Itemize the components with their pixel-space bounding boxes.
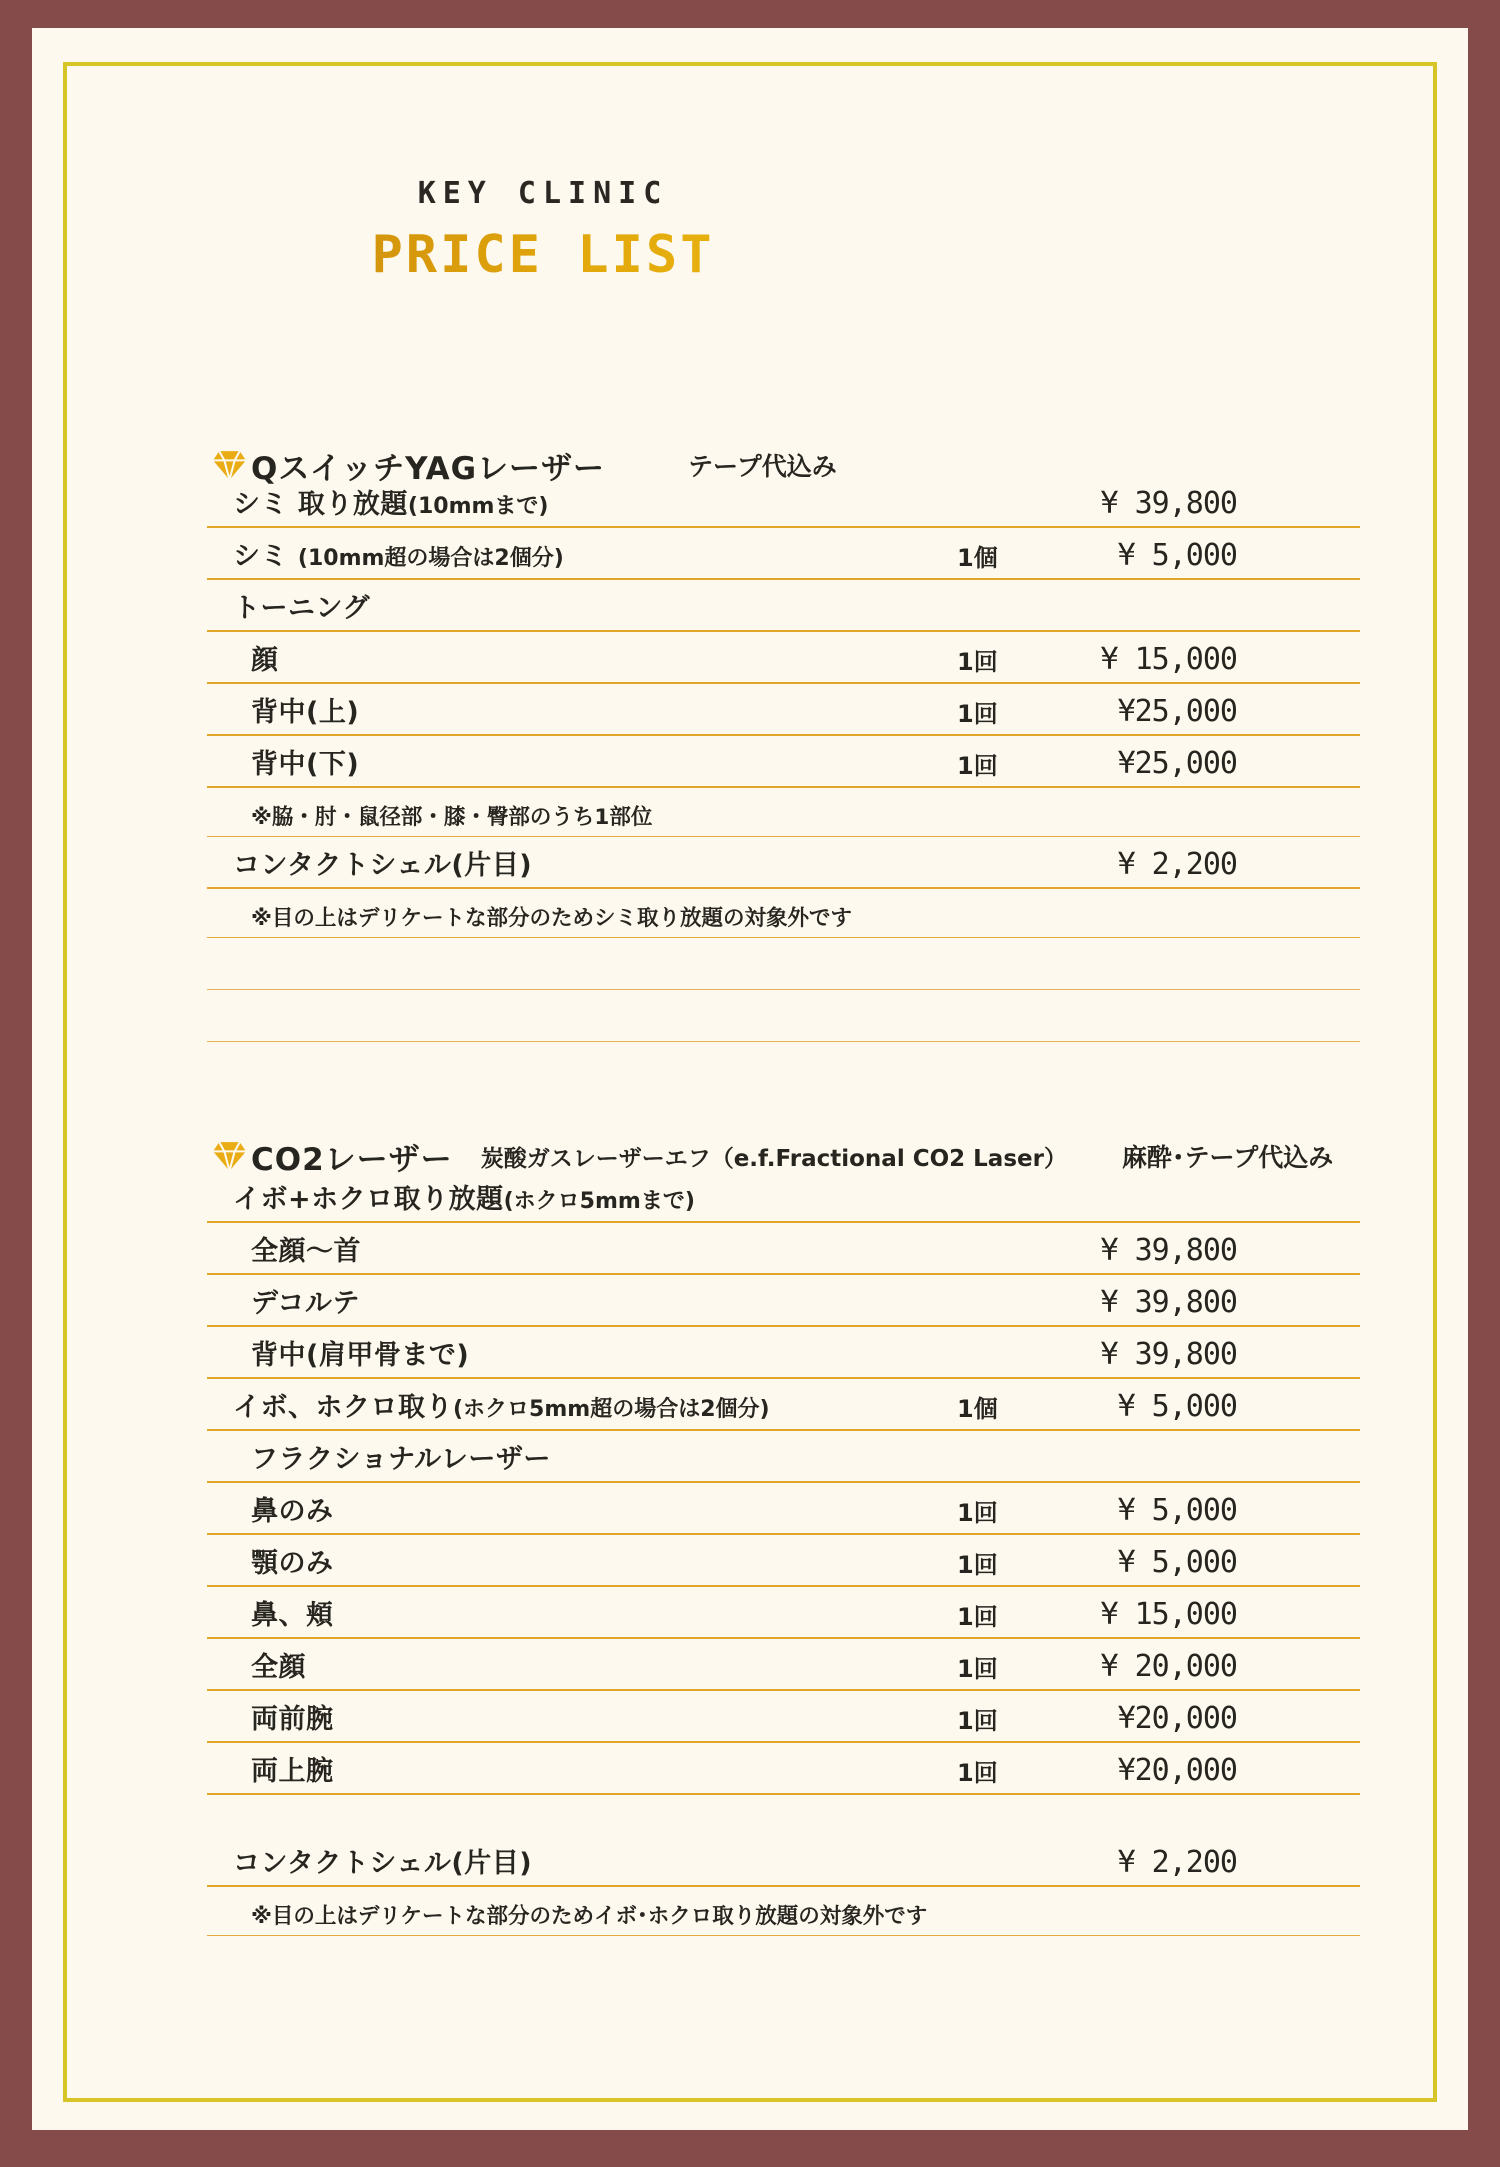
row-qty: 1回 (957, 1759, 998, 1787)
row-label-detail: (10mm超の場合は2個分) (297, 546, 564, 571)
row-qty: 1回 (957, 1499, 998, 1527)
diamond-icon (211, 1140, 248, 1173)
row-price: ¥ 5,000 (1117, 1545, 1237, 1580)
price-row (207, 1275, 1360, 1327)
section-subtitle: 炭酸ガスレーザーエフ（e.f.Fractional CO2 Laser） (480, 1145, 1067, 1172)
section-co2-laser (207, 1135, 1360, 1936)
row-qty: 1個 (957, 544, 998, 572)
title-block (207, 28, 879, 284)
row-label: トーニング (233, 593, 370, 624)
note-row (207, 889, 1360, 938)
price-row (207, 1431, 1360, 1483)
row-label-detail: (ホクロ5mmまで) (503, 1189, 695, 1214)
section-fee-note: 麻酔･テープ代込み (1121, 1143, 1334, 1172)
row-label: ※脇・肘・鼠径部・膝・臀部のうち1部位 (251, 805, 653, 830)
row-qty: 1回 (957, 700, 998, 728)
row-label: 顔 (251, 645, 279, 676)
price-row (207, 1223, 1360, 1275)
price-row (207, 1587, 1360, 1639)
row-qty: 1回 (957, 1603, 998, 1631)
row-price: ¥ 15,000 (1100, 1597, 1237, 1632)
section-header (207, 1135, 1360, 1177)
price-row (207, 1483, 1360, 1535)
row-label: フラクショナルレーザー (251, 1444, 551, 1475)
price-row (207, 1177, 1360, 1223)
row-label: 鼻、頬 (251, 1600, 334, 1631)
row-price: ¥ 39,800 (1100, 1285, 1237, 1320)
row-price: ¥ 15,000 (1100, 642, 1237, 677)
section-yag-laser (207, 444, 1360, 1042)
section-header (207, 444, 1360, 486)
price-row (207, 1535, 1360, 1587)
section-title: CO2レーザー (251, 1141, 453, 1178)
row-price: ¥20,000 (1117, 1753, 1237, 1788)
row-qty: 1回 (957, 1655, 998, 1683)
row-label: シミ 取り放題(10mmまで) (233, 489, 549, 520)
row-price: ¥20,000 (1117, 1701, 1237, 1736)
row-price: ¥ 5,000 (1117, 1389, 1237, 1424)
row-label-detail: (ホクロ5mm超の場合は2個分) (453, 1397, 770, 1422)
row-label: 全顔～首 (251, 1236, 361, 1267)
row-price: ¥ 39,800 (1100, 1337, 1237, 1372)
row-label: 背中(肩甲骨まで) (251, 1340, 470, 1371)
section-fee-note: テープ代込み (688, 452, 837, 481)
row-label: 全顔 (251, 1652, 306, 1683)
note-row (207, 788, 1360, 837)
row-label: ※目の上はデリケートな部分のためイボ･ホクロ取り放題の対象外です (251, 1904, 928, 1929)
row-label: 鼻のみ (251, 1496, 334, 1527)
diamond-icon (211, 449, 248, 482)
empty-row (207, 938, 1360, 990)
row-price: ¥ 2,200 (1117, 847, 1237, 882)
row-qty: 1回 (957, 1551, 998, 1579)
row-label: 両前腕 (251, 1704, 334, 1735)
price-row (207, 528, 1360, 580)
row-price: ¥25,000 (1117, 694, 1237, 729)
row-label: イボ、ホクロ取り(ホクロ5mm超の場合は2個分) (233, 1392, 770, 1423)
row-label: コンタクトシェル(片目) (233, 850, 533, 881)
price-row (207, 1835, 1360, 1887)
page-content (207, 28, 1360, 1936)
price-table (207, 486, 1360, 1042)
row-label: デコルテ (251, 1288, 360, 1319)
price-row (207, 1639, 1360, 1691)
row-price: ¥ 20,000 (1100, 1649, 1237, 1684)
row-price: ¥ 2,200 (1117, 1845, 1237, 1880)
price-row (207, 1327, 1360, 1379)
row-label: 両上腕 (251, 1756, 334, 1787)
row-label: コンタクトシェル(片目) (233, 1848, 533, 1879)
price-row (207, 486, 1360, 528)
row-price: ¥ 5,000 (1117, 538, 1237, 573)
row-qty: 1回 (957, 752, 998, 780)
section-title: QスイッチYAGレーザー (251, 450, 606, 487)
price-row (207, 684, 1360, 736)
note-row (207, 1887, 1360, 1936)
row-label-detail: (10mmまで) (407, 494, 549, 519)
row-price: ¥ 39,800 (1100, 486, 1237, 521)
row-label: イボ+ホクロ取り放題(ホクロ5mmまで) (233, 1184, 695, 1215)
row-price: ¥ 5,000 (1117, 1493, 1237, 1528)
empty-row (207, 990, 1360, 1042)
row-qty: 1回 (957, 648, 998, 676)
price-row (207, 580, 1360, 632)
row-label: シミ (10mm超の場合は2個分) (233, 541, 564, 572)
row-label: 顎のみ (251, 1548, 334, 1579)
row-label: 背中(上) (251, 697, 360, 728)
row-price: ¥ 39,800 (1100, 1233, 1237, 1268)
row-qty: 1回 (957, 1707, 998, 1735)
row-label: ※目の上はデリケートな部分のためシミ取り放題の対象外です (251, 906, 852, 931)
row-price: ¥25,000 (1117, 746, 1237, 781)
price-row (207, 1691, 1360, 1743)
price-table (207, 1177, 1360, 1936)
clinic-name: KEY CLINIC (417, 176, 669, 211)
price-row (207, 632, 1360, 684)
price-row (207, 736, 1360, 788)
price-list-page (32, 28, 1468, 2130)
page-title: PRICE LIST (207, 226, 879, 284)
price-row (207, 1379, 1360, 1431)
row-qty: 1個 (957, 1395, 998, 1423)
price-row (207, 1743, 1360, 1795)
row-label: 背中(下) (251, 749, 360, 780)
price-row (207, 837, 1360, 889)
